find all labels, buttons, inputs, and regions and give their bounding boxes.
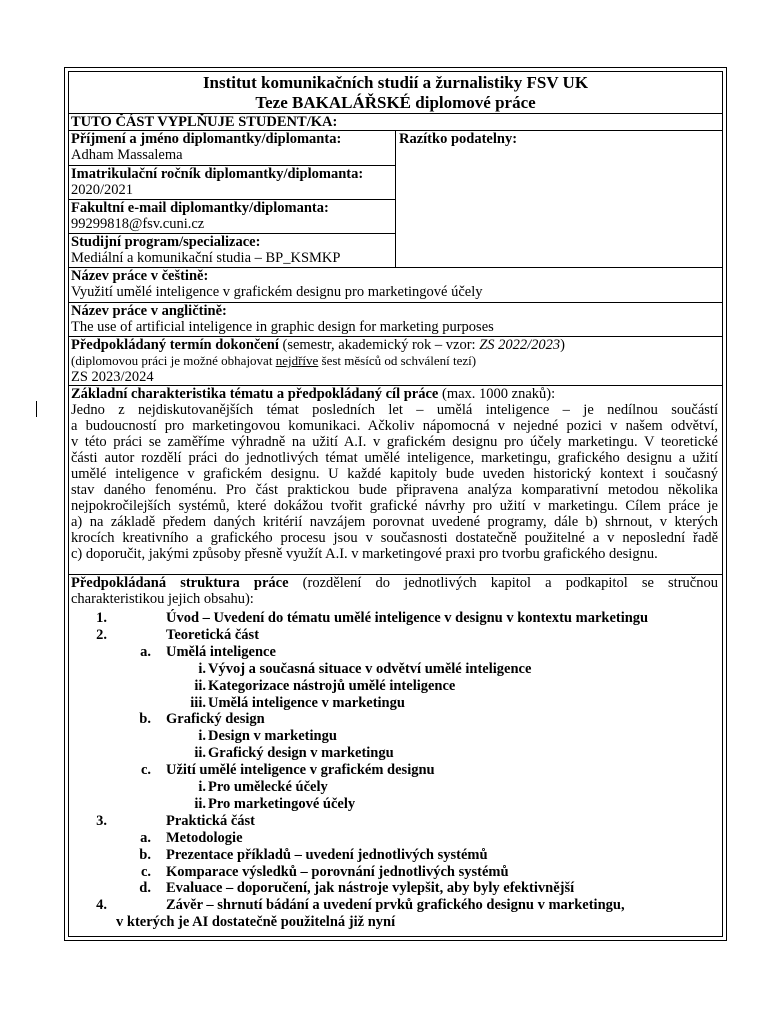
outline-item: Grafický design bbox=[166, 711, 265, 728]
defense-hint-b: ) bbox=[560, 337, 566, 353]
name-value[interactable]: Adham Massalema bbox=[71, 147, 183, 163]
email-value[interactable]: 99299818@fsv.cuni.cz bbox=[71, 216, 205, 232]
characteristics-line: části autor rozdělí práci do jednotlivých témat umělé inteligence, marketingu, grafického designu a užití bbox=[71, 450, 718, 466]
characteristics-line: a) na základě předem daných kritérií navzájem porovnat uvedené programy, dále b) shrnout, v kterých bbox=[71, 514, 718, 530]
title-cz-field bbox=[69, 268, 483, 300]
characteristics-line: krocích kreativního a grafického procesu jsou v současnosti dostatečně použitelné a v neposlední řadě bbox=[71, 530, 718, 546]
form-header bbox=[69, 72, 722, 114]
defense-date-field bbox=[69, 337, 719, 385]
outline-number: d. bbox=[139, 880, 151, 897]
outline-number: 1. bbox=[96, 610, 107, 626]
characteristics-text[interactable] bbox=[71, 402, 718, 562]
title-en-label: Název práce v angličtině: bbox=[71, 303, 227, 319]
outline-item: Design v marketingu bbox=[208, 728, 337, 745]
structure-row bbox=[69, 575, 722, 937]
structure-label: Předpokládaná struktura práce bbox=[71, 575, 289, 591]
defense-date-row bbox=[69, 337, 722, 386]
characteristics-field bbox=[69, 386, 720, 562]
characteristics-hint: (max. 1000 znaků): bbox=[438, 386, 556, 402]
outline-number: a. bbox=[140, 829, 151, 846]
name-label: Příjmení a jméno diplomantky/diplomanta: bbox=[71, 131, 342, 147]
student-section-heading: TUTO ČÁST VYPLŇUJE STUDENT/KA: bbox=[71, 114, 338, 130]
characteristics-line: nejpokročilejších systémů, které dokážou tvořit grafické návrhy pro užití v marketingu. Cílem práce je bbox=[71, 498, 718, 514]
year-label: Imatrikulační ročník diplomantky/diplomanta: bbox=[71, 166, 364, 182]
email-field bbox=[69, 200, 395, 234]
outline-number: i. bbox=[198, 728, 206, 745]
outline-number: i. bbox=[198, 660, 206, 677]
email-label: Fakultní e-mail diplomantky/diplomanta: bbox=[71, 200, 329, 216]
outline-number: 4. bbox=[96, 897, 107, 914]
thesis-type-title: Teze BAKALÁŘSKÉ diplomové práce bbox=[255, 93, 536, 112]
outline-item: Prezentace příkladů – uvedení jednotlivých systémů bbox=[166, 846, 488, 863]
characteristics-line: umělé inteligence v grafickém designu. U každé kapitoly bude uveden historický kontext i současný bbox=[71, 466, 718, 482]
personal-fields-row bbox=[69, 131, 722, 268]
defense-note-a: (diplomovou práci je možné obhajovat bbox=[71, 353, 276, 368]
outline-item: Pro marketingové účely bbox=[208, 795, 356, 812]
stamp-label: Razítko podatelny: bbox=[399, 131, 518, 147]
outline-number: 2. bbox=[96, 626, 107, 643]
title-en-row bbox=[69, 303, 722, 337]
outline-item: Komparace výsledků – porovnání jednotlivých systémů bbox=[166, 863, 509, 880]
program-value[interactable]: Mediální a komunikační studia – BP_KSMKP bbox=[71, 250, 341, 266]
outline-number: ii. bbox=[194, 795, 206, 812]
defense-hint-example: ZS 2022/2023 bbox=[479, 337, 561, 353]
program-label: Studijní program/specializace: bbox=[71, 234, 261, 250]
characteristics-line: c) doporučit, jakými způsoby přesně využít A.I. v marketingové praxi pro tvorbu grafického designu. bbox=[71, 546, 658, 562]
outline-item-continuation: v kterých je AI dostatečně použitelná již nyní bbox=[116, 914, 396, 931]
defense-hint-a: (semestr, akademický rok – vzor: bbox=[278, 337, 480, 353]
outline-item: Praktická část bbox=[166, 812, 255, 829]
title-en-value[interactable]: The use of artificial inteligence in graphic design for marketing purposes bbox=[71, 319, 494, 335]
student-section-row bbox=[69, 114, 722, 131]
institute-title: Institut komunikačních studií a žurnalistiky FSV UK bbox=[202, 73, 589, 92]
outline-number: 3. bbox=[96, 812, 107, 829]
defense-note-b: šest měsíců od schválení tezí) bbox=[318, 353, 477, 368]
outline-number: b. bbox=[139, 846, 151, 863]
characteristics-label: Základní charakteristika tématu a předpokládaný cíl práce bbox=[71, 386, 439, 402]
outline-item: Umělá inteligence v marketingu bbox=[208, 694, 405, 711]
outline-number: b. bbox=[139, 711, 151, 728]
outline-number: c. bbox=[140, 863, 151, 880]
title-cz-row bbox=[69, 268, 722, 303]
outline-number: a. bbox=[140, 643, 151, 660]
outline-item: Úvod – Uvedení do tématu umělé inteligence v designu v kontextu marketingu bbox=[166, 610, 649, 626]
outline-item: Teoretická část bbox=[166, 626, 260, 643]
characteristics-line: a budoucností pro marketingovou komunikaci. Ačkoliv nápomocná v nejedné pozici v našem odvětví, bbox=[71, 418, 718, 434]
outline-number: iii. bbox=[190, 694, 206, 711]
outline-item: Kategorizace nástrojů umělé inteligence bbox=[208, 677, 456, 694]
title-en-field bbox=[69, 303, 494, 335]
characteristics-row bbox=[69, 386, 722, 575]
stamp-field bbox=[395, 131, 722, 268]
defense-note-underline: nejdříve bbox=[275, 353, 319, 368]
outline-number: ii. bbox=[194, 677, 206, 694]
outline-item: Užití umělé inteligence v grafickém designu bbox=[166, 762, 435, 779]
structure-hint-line1: (rozdělení do jednotlivých kapitol a podkapitol se stručnou bbox=[288, 575, 718, 591]
text-cursor bbox=[36, 401, 37, 417]
characteristics-line: v této práci se zaměříme výhradně na užití A.I. v grafickém designu pro účely marketingu. V teoretické bbox=[71, 434, 718, 450]
defense-value[interactable]: ZS 2023/2024 bbox=[71, 369, 154, 385]
outline-item: Pro umělecké účely bbox=[208, 779, 328, 795]
outline-item: Evaluace – doporučení, jak nástroje vylepšit, aby byly efektivnější bbox=[166, 880, 575, 897]
outline-item: Umělá inteligence bbox=[166, 643, 276, 660]
outline-item: Závěr – shrnutí bádání a uvedení prvků grafického designu v marketingu, bbox=[166, 897, 625, 914]
title-cz-value[interactable]: Využití umělé inteligence v grafickém designu pro marketingové účely bbox=[71, 284, 483, 300]
title-cz-label: Název práce v češtině: bbox=[71, 268, 209, 284]
outline-item: Grafický design v marketingu bbox=[208, 745, 394, 762]
characteristics-line: stav daného fenoménu. Pro část praktickou bude připravena analýza komparativní metodou několika bbox=[71, 482, 718, 498]
characteristics-line: Jedno z nejdiskutovanějších témat posledních let – umělá inteligence – je nedílnou součástí bbox=[71, 402, 718, 418]
defense-label: Předpokládaný termín dokončení bbox=[71, 337, 279, 353]
program-field bbox=[69, 234, 395, 268]
structure-hint-line2: charakteristikou jejich obsahu): bbox=[71, 591, 254, 607]
thesis-form bbox=[68, 71, 723, 937]
year-value[interactable]: 2020/2021 bbox=[71, 182, 134, 198]
outline-number: i. bbox=[198, 779, 206, 795]
outline-number: c. bbox=[140, 762, 151, 779]
year-field bbox=[69, 166, 395, 200]
name-field bbox=[69, 131, 395, 166]
outline-item: Metodologie bbox=[166, 829, 243, 846]
outline-number: ii. bbox=[194, 745, 206, 762]
outline-item: Vývoj a současná situace v odvětví umělé inteligence bbox=[208, 660, 532, 677]
structure-field bbox=[69, 575, 720, 607]
